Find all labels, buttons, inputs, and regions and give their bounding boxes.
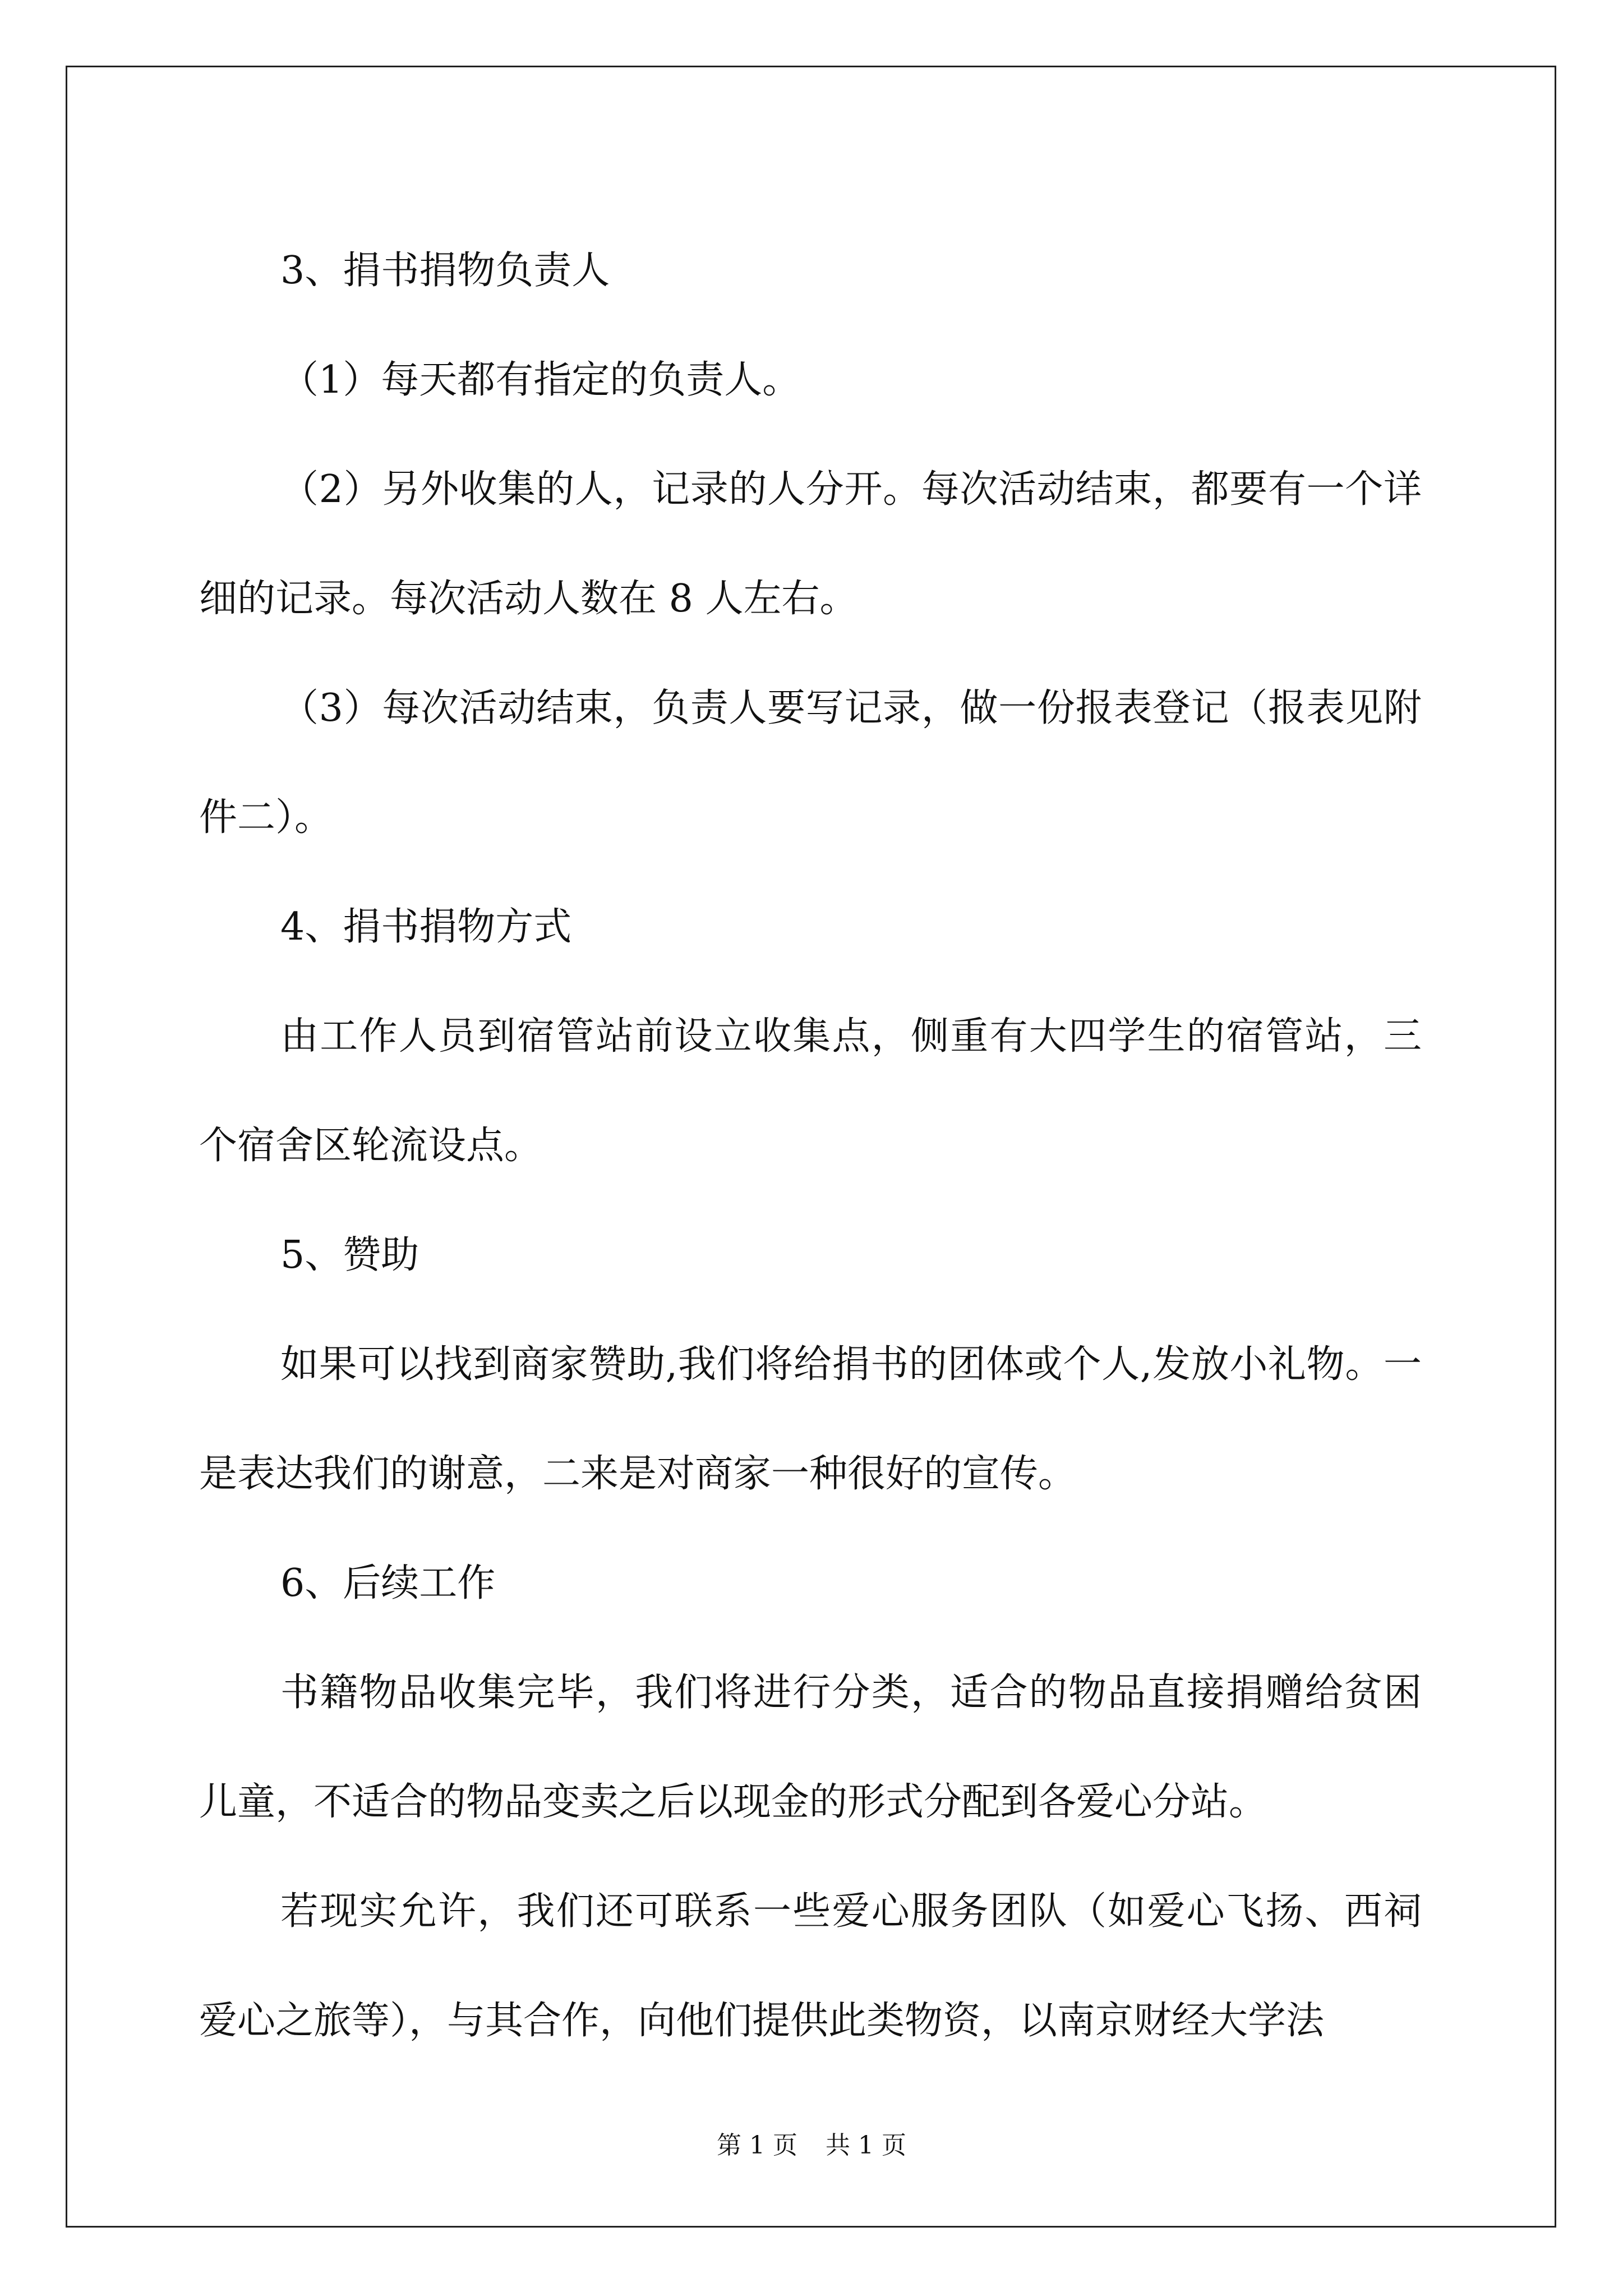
document-body	[199, 216, 1422, 2076]
paragraph: （3）每次活动结束，负责人要写记录，做一份报表登记（报表见附件二）。	[199, 686, 1422, 840]
paragraph: （2）另外收集的人，记录的人分开。每次活动结束，都要有一个详细的记录。每次活动人数在 8 人左右。	[199, 467, 1422, 621]
paragraph: 若现实允许，我们还可联系一些爱心服务团队（如爱心飞扬、西祠爱心之旅等），与其合作，向他们提供此类物资，以南京财经大学法	[199, 1889, 1422, 2043]
paragraph: 由工作人员到宿管站前设立收集点，侧重有大四学生的宿管站，三个宿舍区轮流设点。	[199, 1014, 1422, 1168]
page-total: 共 1 页	[826, 2131, 906, 2160]
section-heading-6: 6、后续工作	[280, 1561, 496, 1605]
page-number: 第 1 页	[717, 2131, 797, 2160]
paragraph: 书籍物品收集完毕，我们将进行分类，适合的物品直接捐赠给贫困儿童，不适合的物品变卖之后以现金的形式分配到各爱心分站。	[199, 1671, 1422, 1824]
page-footer	[0, 2129, 1623, 2162]
section-heading-5: 5、赞助	[280, 1233, 419, 1277]
section-heading-4: 4、捐书捐物方式	[280, 905, 572, 949]
section-heading-3: 3、捐书捐物负责人	[280, 249, 610, 293]
paragraph: （1）每天都有指定的负责人。	[280, 358, 801, 402]
paragraph: 如果可以找到商家赞助,我们将给捐书的团体或个人,发放小礼物。一是表达我们的谢意，二来是对商家一种很好的宣传。	[199, 1342, 1422, 1496]
